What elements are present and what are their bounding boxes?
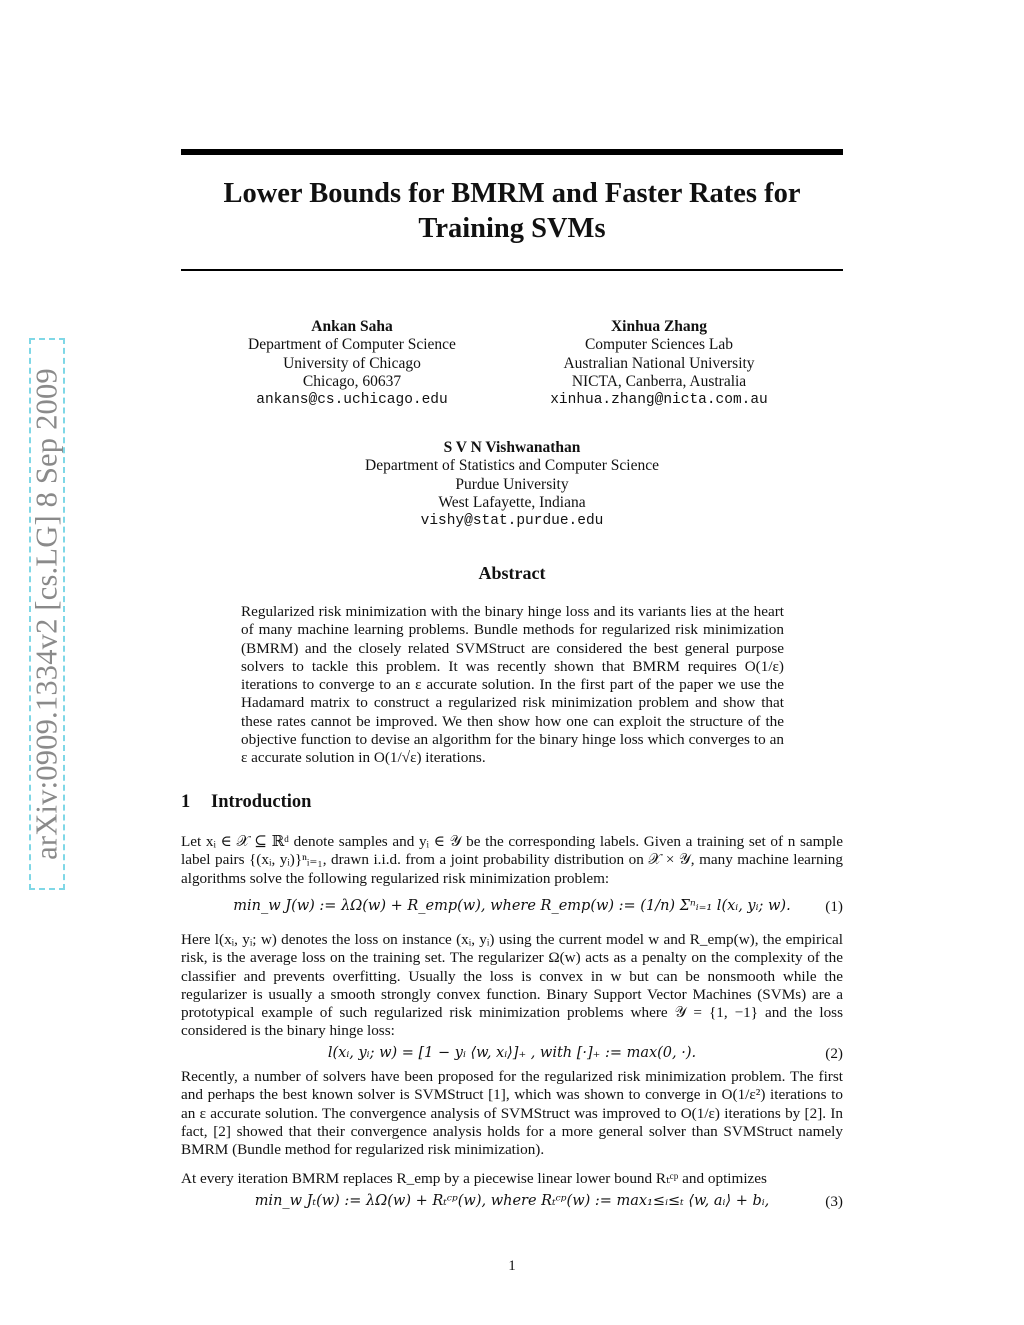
title-line-2: Training SVMs (418, 213, 606, 244)
author-email[interactable]: vishy@stat.purdue.edu (420, 513, 604, 530)
equation-1 (181, 898, 843, 920)
paragraph: Here l(xᵢ, yᵢ; w) denotes the loss on instance (xᵢ, yᵢ) using the current model w and R_emp(w), the empirical risk, is the average loss on the training set. The regularizer Ω(w) acts as a penalty on the complexity of the classifier and prevents overfitting. Usually the loss is convex in w but can be nonsmooth while the regularizer is usually a smooth strongly convex function. Binary Support Vector Machines (SVMs) are a prototypical example of such regularized risk minimization problems where 𝒴 = {1, −1} and the loss considered is the binary hinge loss: (181, 931, 843, 1040)
equation-number: (3) (825, 1193, 843, 1210)
paragraph: At every iteration BMRM replaces R_emp by a piecewise linear lower bound Rₜᶜᵖ and optimizes (181, 1170, 767, 1187)
author-affiliation: Computer Sciences Lab (584, 336, 734, 354)
author-email[interactable]: ankans@cs.uchicago.edu (256, 392, 448, 409)
section-heading (181, 792, 311, 813)
equation-body: min_w Jₜ(w) := λΩ(w) + Rₜᶜᵖ(w), where Rₜᶜᵖ(w) := max₁≤ᵢ≤ₜ ⟨w, aᵢ⟩ + bᵢ, (254, 1193, 770, 1209)
equation-number: (2) (825, 1045, 843, 1062)
arxiv-id-text: arXiv:0909.1334v2 [cs.LG] 8 Sep 2009 (29, 368, 64, 860)
equation-body: min_w J(w) := λΩ(w) + R_emp(w), where R_emp(w) := (1/n) Σⁿᵢ₌₁ l(xᵢ, yᵢ; w). (233, 898, 791, 914)
abstract-text: Regularized risk minimization with the binary hinge loss and its variants lies at the heart of many machine learning problems. Bundle methods for regularized risk minimization (BMRM) and the closely related SVMStruct are considered the best general purpose solvers to tackle this problem. It was recently shown that BMRM requires O(1/ε) iterations to converge to an ε accurate solution. In the first part of the paper we use the Hadamard matrix to construct a regularized risk minimization problem and show that these rates cannot be improved. We then show how one can exploit the structure of the objective function to devise an algorithm for the binary hinge loss which converges to an ε accurate solution in O(1/√ε) iterations. (241, 603, 784, 767)
author-affiliation: University of Chicago (283, 354, 421, 372)
author-name: S V N Vishwanathan (443, 439, 581, 456)
equation-body: l(xᵢ, yᵢ; w) = [1 − yᵢ ⟨w, xᵢ⟩]₊ , with [·]₊ := max(0, ·). (327, 1045, 697, 1061)
section-number: 1 (181, 792, 191, 812)
author-email[interactable]: xinhua.zhang@nicta.com.au (550, 392, 768, 409)
author-affiliation: Department of Computer Science (248, 336, 456, 354)
author-affiliation: Department of Statistics and Computer Science (365, 457, 659, 475)
author-block-2 (518, 318, 800, 409)
author-name: Ankan Saha (311, 318, 393, 335)
author-name: Xinhua Zhang (610, 318, 708, 335)
abstract-heading: Abstract (478, 563, 546, 583)
paragraph: Let xᵢ ∈ 𝒳 ⊆ ℝᵈ denote samples and yᵢ ∈ 𝒴 be the corresponding labels. Given a training set of n sample label pairs {(xᵢ, yᵢ)}ⁿᵢ₌₁, drawn i.i.d. from a joint probability distribution on 𝒳 × 𝒴, many machine learning algorithms solve the following regularized risk minimization problem: (181, 833, 843, 887)
title-bottom-rule (181, 269, 843, 271)
paper-title (181, 176, 843, 246)
author-affiliation: Purdue University (455, 475, 569, 493)
equation-number: (1) (825, 898, 843, 915)
title-top-rule (181, 149, 843, 155)
arxiv-sidebar-stamp (29, 338, 65, 890)
section-title: Introduction (211, 792, 312, 812)
author-affiliation: Chicago, 60637 (302, 372, 402, 390)
author-affiliation: Australian National University (563, 354, 755, 372)
paragraph: Recently, a number of solvers have been proposed for the regularized risk minimization problem. The first and perhaps the best known solver is SVMStruct [1], which was shown to converge in O(1/ε²) iterations to an ε accurate solution. The convergence analysis of SVMStruct was improved to O(1/ε) iterations by [2]. In fact, [2] showed that their convergence analysis holds for a more general solver than SVMStruct namely BMRM (Bundle method for regularized risk minimization). (181, 1068, 843, 1159)
page-number: 1 (508, 1258, 516, 1274)
author-affiliation: West Lafayette, Indiana (438, 493, 586, 511)
author-block-3 (312, 439, 712, 530)
author-affiliation: NICTA, Canberra, Australia (571, 372, 747, 390)
equation-2 (181, 1045, 843, 1067)
title-line-1: Lower Bounds for BMRM and Faster Rates for (223, 178, 801, 209)
author-block-1 (222, 318, 482, 409)
equation-3 (181, 1193, 843, 1215)
